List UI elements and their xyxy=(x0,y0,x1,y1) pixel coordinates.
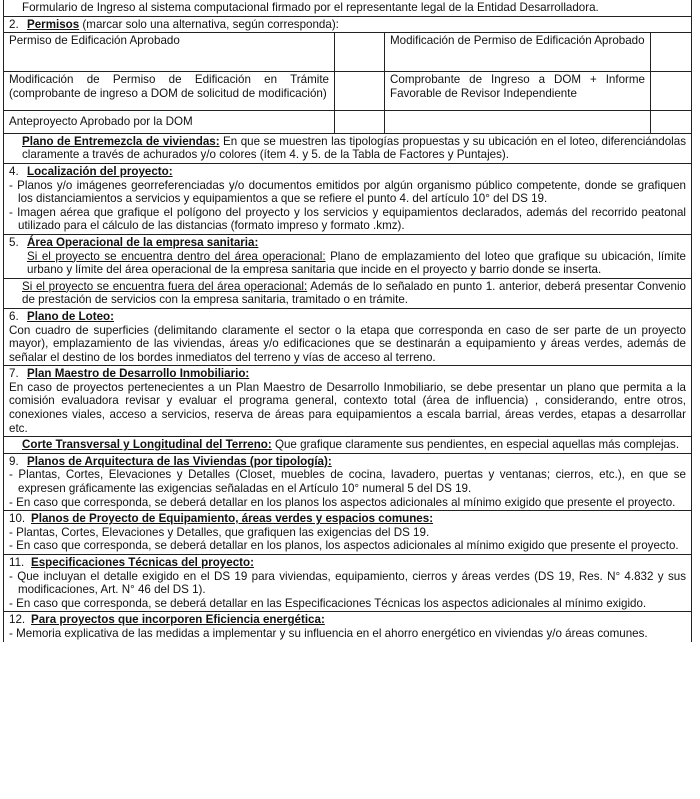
item-number: 5. xyxy=(9,235,19,249)
item-number: 7. xyxy=(9,367,19,381)
item-title: Plano de Loteo: xyxy=(27,309,114,323)
sub-text: Plano de emplazamiento del loteo que grafique su ubicación, límite urbano y límite del área operacional de la empresa sanitaria que incide en el proyecto y barrio donde se inserta. xyxy=(27,249,686,277)
item-7 xyxy=(4,366,691,437)
item-12 xyxy=(4,612,691,641)
item-number: 6. xyxy=(9,309,19,323)
item-number: 9. xyxy=(9,454,19,468)
permit-option-label: Anteproyecto Aprobado por la DOM xyxy=(4,111,335,133)
requirements-table xyxy=(3,0,692,642)
item-3 xyxy=(4,134,691,164)
item-1 xyxy=(4,0,691,17)
item-title: Planos de Arquitectura de las Viviendas (por tipología): xyxy=(27,454,332,468)
item-title: Para proyectos que incorporen Eficiencia energética: xyxy=(31,613,325,627)
item-9 xyxy=(4,454,691,511)
permit-options-row-2 xyxy=(4,72,691,111)
item-number: 4. xyxy=(9,164,19,178)
item-text: Con cuadro de superficies (delimitando claramente el sector o la etapa que corresponda en caso de ser parte de un proyecto mayor), emplazamiento de las viviendas, áreas y/o edificaciones que se destinarán a equipamiento y áreas verdes, además de señalar el destino de los bordes inmediatos del terreno y vías de acceso al terreno. xyxy=(9,323,686,364)
item-text: En caso de proyectos pertenecientes a un Plan Maestro de Desarrollo Inmobiliario, se debe presentar un plano que permita a la comisión evaluadora revisar y evaluar el programa general, contexto total (área de influencia) , considerando, entre otros, conexiones viales, acceso a servicios, reserva de áreas para equipamientos a escala barrial, áreas verdes, etapas a desarrollar etc. xyxy=(9,380,686,435)
item-title: Corte Transversal y Longitudinal del Terreno: xyxy=(22,438,272,452)
permit-option-label: Comprobante de Ingreso a DOM + Informe Favorable de Revisor Independiente xyxy=(385,72,651,110)
permit-option-label: Modificación de Permiso de Edificación en Trámite (comprobante de ingreso a DOM de solicitud de modificación) xyxy=(4,72,335,110)
permit-option-checkbox[interactable] xyxy=(335,111,385,133)
item-2-header xyxy=(4,17,691,34)
item-number xyxy=(4,438,22,452)
item-title: Localización del proyecto: xyxy=(27,164,173,178)
item-bullet: - En caso que corresponda, se deberá detallar en los planos, los aspectos adicionales al mínimo exigido que presente el proyecto. xyxy=(9,539,679,553)
item-title: Permisos xyxy=(27,17,80,31)
item-title: Plano de Entremezcla de viviendas: xyxy=(22,134,220,148)
permit-options-row-3 xyxy=(4,111,691,134)
item-bullet: - En caso que corresponda, se deberá detallar en las Especificaciones Técnicas los aspectos adicionales al mínimo exigido. xyxy=(9,596,647,610)
item-11 xyxy=(4,555,691,612)
permit-option-label: Permiso de Edificación Aprobado xyxy=(4,33,335,71)
sub-number xyxy=(4,280,22,294)
item-note: (marcar solo una alternativa, según corresponda): xyxy=(79,17,339,31)
item-6 xyxy=(4,309,691,366)
item-number: 10. xyxy=(9,512,26,526)
item-title: Área Operacional de la empresa sanitaria: xyxy=(27,235,259,249)
item-number xyxy=(4,1,22,15)
permit-option-checkbox[interactable] xyxy=(651,72,691,110)
item-number: 11. xyxy=(9,556,25,569)
item-text: En que se muestren las tipologías propuestas y su ubicación en el loteo, diferenciándolas claramente a través de achurados y/o colores (ítem 4. y 5. de la Tabla de Factores y Puntajes). xyxy=(22,134,686,162)
item-text: Formulario de Ingreso al sistema computacional firmado por el representante legal de la Entidad Desarrolladora. xyxy=(22,1,599,14)
permit-options-row-1 xyxy=(4,33,691,72)
item-bullet: - Que incluyan el detalle exigido en el DS 19 para viviendas, equipamiento, cierros y áreas verdes (DS 19, Res. N° 4.832 y sus modificaciones, Art. N° 46 del DS 1). xyxy=(9,569,686,597)
sub-title: Si el proyecto se encuentra fuera del área operacional: xyxy=(22,279,308,293)
item-10 xyxy=(4,511,691,555)
item-title: Planos de Proyecto de Equipamiento, áreas verdes y espacios comunes: xyxy=(31,512,434,526)
item-4 xyxy=(4,164,691,235)
sub-title: Si el proyecto se encuentra dentro del área operacional: xyxy=(27,249,326,263)
empty-cell xyxy=(385,111,651,133)
item-title: Especificaciones Técnicas del proyecto: xyxy=(31,556,254,569)
sub-number xyxy=(9,250,27,264)
item-number: 2. xyxy=(9,17,19,31)
permit-option-checkbox[interactable] xyxy=(335,33,385,71)
item-5-header xyxy=(4,235,691,279)
item-text: Que grafique claramente sus pendientes, en especial aquellas más complejas. xyxy=(271,438,680,452)
permit-option-label: Modificación de Permiso de Edificación Aprobado xyxy=(385,33,651,71)
item-number: 12. xyxy=(9,613,26,627)
item-title: Plan Maestro de Desarrollo Inmobiliario: xyxy=(27,367,250,381)
item-bullet: - Plantas, Cortes, Elevaciones y Detalles, que grafiquen las exigencias del DS 19. xyxy=(9,525,430,539)
empty-cell xyxy=(651,111,691,133)
sub-text: Además de lo señalado en punto 1. anterior, deberá presentar Convenio de prestación de servicios con la empresa sanitaria, tramitado o en trámite. xyxy=(22,279,686,307)
permit-option-checkbox[interactable] xyxy=(335,72,385,110)
item-5-sub-2 xyxy=(4,279,691,309)
item-bullet: - En caso que corresponda, se deberá detallar en los planos los aspectos adicionales al mínimo exigido que presente el proyecto. xyxy=(9,495,676,509)
permit-option-checkbox[interactable] xyxy=(651,33,691,71)
item-bullet: - Imagen aérea que grafique el polígono del proyecto y los servicios y equipamientos declarados, además del recorrido peatonal utilizado para el cálculo de las distancias (formato impreso y formato .kmz). xyxy=(9,205,686,233)
item-bullet: - Plantas, Cortes, Elevaciones y Detalles (Closet, muebles de cocina, lavadero, puertas y ventanas; cierros, etc.), en que se expresen gráficamente las exigencias señaladas en el Artículo 10° numeral 5 del DS 19. xyxy=(9,468,686,496)
item-bullet: - Planos y/o imágenes georreferenciadas y/o documentos emitidos por algún organismo público competente, donde se grafiquen los distanciamientos a servicios y equipamientos a que se refiere el punto 4. del artículo 10° del DS 19. xyxy=(9,178,686,206)
item-8 xyxy=(4,437,691,454)
item-number xyxy=(4,135,22,149)
item-5-sub-1 xyxy=(9,250,686,277)
item-bullet: - Memoria explicativa de las medidas a implementar y su influencia en el ahorro energético en viviendas y/o áreas comunes. xyxy=(9,626,648,640)
